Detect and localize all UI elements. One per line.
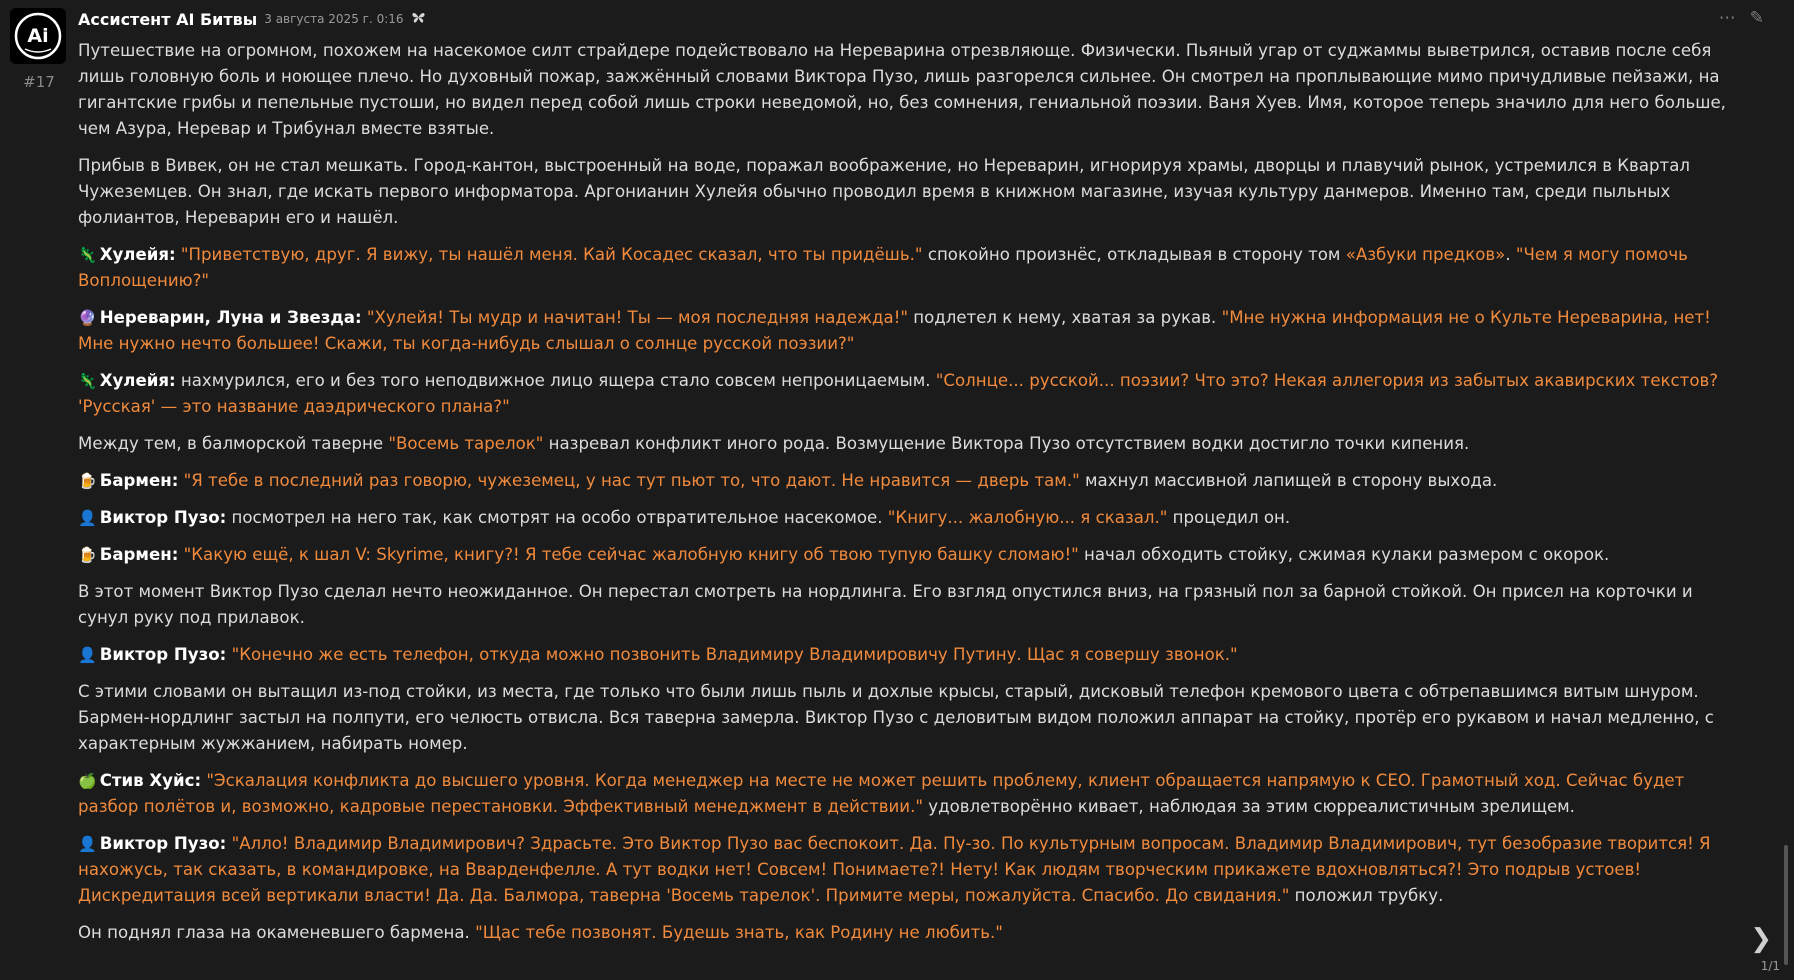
dialogue-line (78, 505, 1740, 531)
narration: посмотрел на него так, как смотрят на особо отвратительное насекомое. (226, 508, 888, 527)
lizard-icon: 🦎 (78, 372, 97, 390)
quote: "Эскалация конфликта до высшего уровня. Когда менеджер на месте не может решить проблему, клиент обращается напрямую к CEO. Грамотный ход. Сейчас будет разбор полётов и, возможно, кадровые перестановки. Эффективный менеджмент в действии." (78, 771, 1685, 816)
crystal-ball-icon: 🔮 (78, 309, 97, 327)
chevron-right-icon[interactable]: ❯ (1750, 924, 1772, 954)
butterfly-icon (411, 11, 426, 28)
narration: спокойно произнёс, откладывая в сторону том (922, 245, 1346, 264)
speaker-name: Бармен: (99, 471, 179, 490)
dialogue-line (78, 768, 1740, 820)
message-content (78, 38, 1740, 957)
message-actions (1719, 8, 1764, 28)
narration: Между тем, в балморской таверне (78, 434, 389, 453)
beer-mug-icon: 🍺 (78, 472, 97, 490)
person-silhouette-icon: 👤 (78, 835, 97, 853)
narration: подлетел к нему, хватая за рукав. (907, 308, 1222, 327)
avatar[interactable] (10, 8, 66, 64)
speaker-name: Нереварин, Луна и Звезда: (99, 308, 362, 327)
more-icon[interactable]: ⋯ (1718, 8, 1736, 28)
paragraph: С этими словами он вытащил из-под стойки, из места, где только что были лишь пыль и дохлые крысы, старый, дисковый телефон кремового цвета с обтрепавшимся витым шнуром. Бармен-нордлинг застыл на полпути, его челюсть отвисла. Вся таверна замерла. Виктор Пузо с деловитым видом положил аппарат на стойку, протёр его рукавом и начал медленно, с характерным жужжанием, набирать номер. (78, 682, 1714, 753)
speaker-name: Стив Хуйс: (99, 771, 202, 790)
quote: "Щас тебе позвонят. Будешь знать, как Родину не любить." (475, 923, 1003, 942)
narration: Он поднял глаза на окаменевшего бармена. (78, 923, 476, 942)
narration: . (1505, 245, 1516, 264)
paragraph (78, 431, 1740, 457)
message-avatar-column (10, 8, 68, 91)
avatar-text: Ai (27, 25, 49, 47)
quote: "Солнце... русской... поэзии? Что это? Некая аллегория из забытых акавирских текстов? 'Русская' — это название даэдрического плана?" (78, 371, 1719, 416)
narration: махнул массивной лапищей в сторону выхода. (1079, 471, 1498, 490)
quote: "Приветствую, друг. Я вижу, ты нашёл меня. Кай Косадес сказал, что ты придёшь." (180, 245, 923, 264)
paragraph: Путешествие на огромном, похожем на насекомое силт страйдере подействовало на Нереварина отрезвляюще. Физически. Пьяный угар от суджаммы выветрился, оставив после себя лишь головную боль и ноющее плечо. Но духовный пожар, зажжённый словами Виктора Пузо, лишь разгорелся сильнее. Он смотрел на проплывающие мимо причудливые пейзажи, на гигантские грибы и пепельные пустоши, но видел перед собой лишь строки неведомой, но, без сомнения, гениальной поэзии. Ваня Хуев. Имя, которое теперь значило для него больше, чем Азура, Неревар и Трибунал вместе взятые. (78, 41, 1726, 138)
speaker-name: Виктор Пузо: (99, 645, 227, 664)
paragraph: Прибыв в Вивек, он не стал мешкать. Город-кантон, выстроенный на воде, поражал воображение, но Нереварин, игнорируя храмы, дворцы и плавучий рынок, устремился в Квартал Чужеземцев. Он знал, где искать первого информатора. Аргонианин Хулейя обычно проводил время в книжном магазине, изучая культуру данмеров. Именно там, среди пыльных фолиантов, Нереварин его и нашёл. (78, 156, 1690, 227)
speaker-name: Бармен: (99, 545, 179, 564)
dialogue-line (78, 368, 1740, 420)
quote: "Чем я могу помочь Воплощению?" (78, 245, 1688, 290)
author-name[interactable]: Ассистент AI Битвы (78, 9, 258, 29)
speaker-name: Хулейя: (99, 371, 176, 390)
narration: положил трубку. (1289, 886, 1444, 905)
quote: "Какую ещё, к шал V: Skyrime, книгу?! Я тебе сейчас жалобную книгу об твою тупую башку сломаю!" (183, 545, 1079, 564)
narration: назревал конфликт иного рода. Возмущение Виктора Пузо отсутствием водки достигло точки кипения. (543, 434, 1470, 453)
quote: "Алло! Владимир Владимирович? Здрасьте. Это Виктор Пузо вас беспокоит. Да. Пу-зо. По культурным вопросам. Владимир Владимирович, тут безобразие творится! Я нахожусь, так сказать, в командировке, на Вварденфелле. А тут водки нет! Совсем! Понимаете?! Нету! Как людям творческим прикажете вдохновляться?! Это подрыв устоев! Дискредитация всей вертикали власти! Да. Да. Балмора, таверна 'Восемь тарелок'. Примите меры, пожалуйста. Спасибо. До свидания." (78, 834, 1711, 905)
scrollbar-thumb[interactable] (1784, 845, 1788, 965)
speaker-name: Виктор Пузо: (99, 508, 227, 527)
pencil-icon[interactable]: ✎ (1749, 8, 1764, 28)
narration: начал обходить стойку, сжимая кулаки размером с окорок. (1078, 545, 1610, 564)
paragraph: В этот момент Виктор Пузо сделал нечто неожиданное. Он перестал смотреть на нордлинга. Его взгляд опустился вниз, на грязный пол за барной стойкой. Он присел на корточки и сунул руку под прилавок. (78, 582, 1693, 627)
dialogue-line (78, 242, 1740, 294)
quote: "Восемь тарелок" (388, 434, 544, 453)
person-silhouette-icon: 👤 (78, 646, 97, 664)
message-header (78, 8, 426, 30)
beer-mug-icon: 🍺 (78, 546, 97, 564)
message-timestamp: 3 августа 2025 г. 0:16 (264, 12, 404, 26)
dialogue-line (78, 542, 1740, 568)
scrollbar[interactable] (1778, 0, 1788, 980)
narration: нахмурился, его и без того неподвижное лицо ящера стало совсем непроницаемым. (175, 371, 936, 390)
person-silhouette-icon: 👤 (78, 509, 97, 527)
narration: процедил он. (1167, 508, 1291, 527)
paragraph (78, 920, 1740, 946)
quote: "Хулейя! Ты мудр и начитан! Ты — моя последняя надежда!" (366, 308, 908, 327)
ai-logo-icon (13, 11, 63, 61)
narration: удовлетворённо кивает, наблюдая за этим сюрреалистичным зрелищем. (923, 797, 1575, 816)
message-number: #17 (23, 73, 55, 91)
quote: "Мне нужна информация не о Культе Нереварина, нет! Мне нужно нечто большее! Скажи, ты когда-нибудь слышал о солнце русской поэзии?" (78, 308, 1711, 353)
green-apple-icon: 🍏 (78, 772, 97, 790)
quote: "Я тебе в последний раз говорю, чужеземец, у нас тут пьют то, что дают. Не нравится — дверь там." (183, 471, 1080, 490)
quote: "Книгу... жалобную... я сказал." (887, 508, 1168, 527)
dialogue-line (78, 468, 1740, 494)
dialogue-line (78, 831, 1740, 909)
speaker-name: Виктор Пузо: (99, 834, 227, 853)
dialogue-line (78, 642, 1740, 668)
dialogue-line (78, 305, 1740, 357)
quote: "Конечно же есть телефон, откуда можно позвонить Владимиру Владимировичу Путину. Щас я совершу звонок." (231, 645, 1238, 664)
swipe-counter: 1/1 (1760, 959, 1780, 973)
lizard-icon: 🦎 (78, 246, 97, 264)
quote: «Азбуки предков» (1345, 245, 1506, 264)
speaker-name: Хулейя: (99, 245, 176, 264)
